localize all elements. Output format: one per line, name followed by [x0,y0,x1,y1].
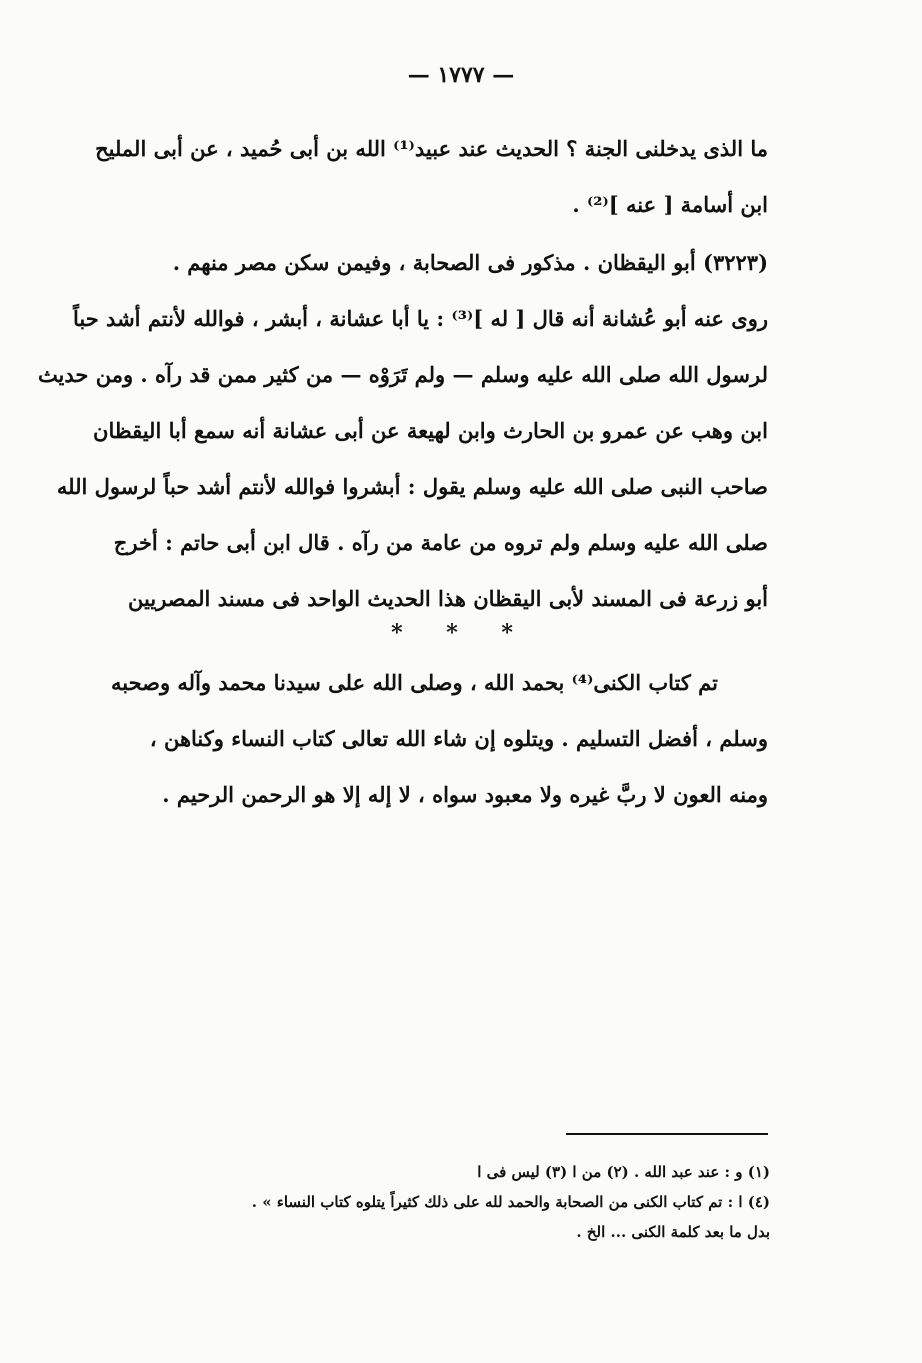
text-line: ما الذى يدخلنى الجنة ؟ الحديث عند عبيد⁽¹⁾ الله بن أبى حُميد ، عن أبى المليح [95,136,768,161]
text-line: ابن أسامة [ عنه ]⁽²⁾ . [572,192,768,217]
text-line: ابن وهب عن عمرو بن الحارث وابن لهيعة عن أبى عشانة أنه سمع أبا اليقظان [93,418,768,443]
section-separator: * * * [391,620,531,646]
text-line: (٣٢٢٣) أبو اليقظان . مذكور فى الصحابة ، وفيمن سكن مصر منهم . [172,250,768,275]
footnote-line: (١) و : عند عبد الله . (٢) من ا (٣) ليس فى ا [477,1163,770,1181]
text-line: أبو زرعة فى المسند لأبى اليقظان هذا الحديث الواحد فى مسند المصريين [128,586,768,611]
footnote-line: بدل ما بعد كلمة الكنى ... الخ . [576,1223,770,1241]
paragraph-1 [95,126,768,226]
text-line: روى عنه أبو عُشانة أنه قال [ له ]⁽³⁾ : يا أبا عشانة ، أبشر ، فوالله لأنتم أشد حباً [73,306,768,331]
paragraph-2-entry-3223 [37,240,768,620]
text-line: تم كتاب الكنى⁽⁴⁾ بحمد الله ، وصلى الله على سيدنا محمد وآله وصحبه [110,670,718,695]
text-line: وسلم ، أفضل التسليم . ويتلوه إن شاء الله تعالى كتاب النساء وكناهن ، [149,726,768,751]
footnote-line: (٤) ا : تم كتاب الكنى من الصحابة والحمد لله على ذلك كثيراً يتلوه كتاب النساء » . [251,1193,770,1211]
footnote-rule [566,1133,768,1135]
page-number: — ١٧٧٧ — [407,62,515,88]
footnotes [230,1158,770,1258]
text-line: ومنه العون لا ربَّ غيره ولا معبود سواه ، لا إله إلا هو الرحمن الرحيم . [162,782,768,807]
text-line: صاحب النبى صلى الله عليه وسلم يقول : أبشروا فوالله لأنتم أشد حباً لرسول الله [56,474,768,499]
text-line: صلى الله عليه وسلم ولم تروه من عامة من رآه . قال ابن أبى حاتم : أخرج [113,530,768,555]
paragraph-3-colophon [110,660,768,820]
text-line: لرسول الله صلى الله عليه وسلم — ولم تَرَوْه — من كثير ممن قد رآه . ومن حديث [37,362,768,387]
